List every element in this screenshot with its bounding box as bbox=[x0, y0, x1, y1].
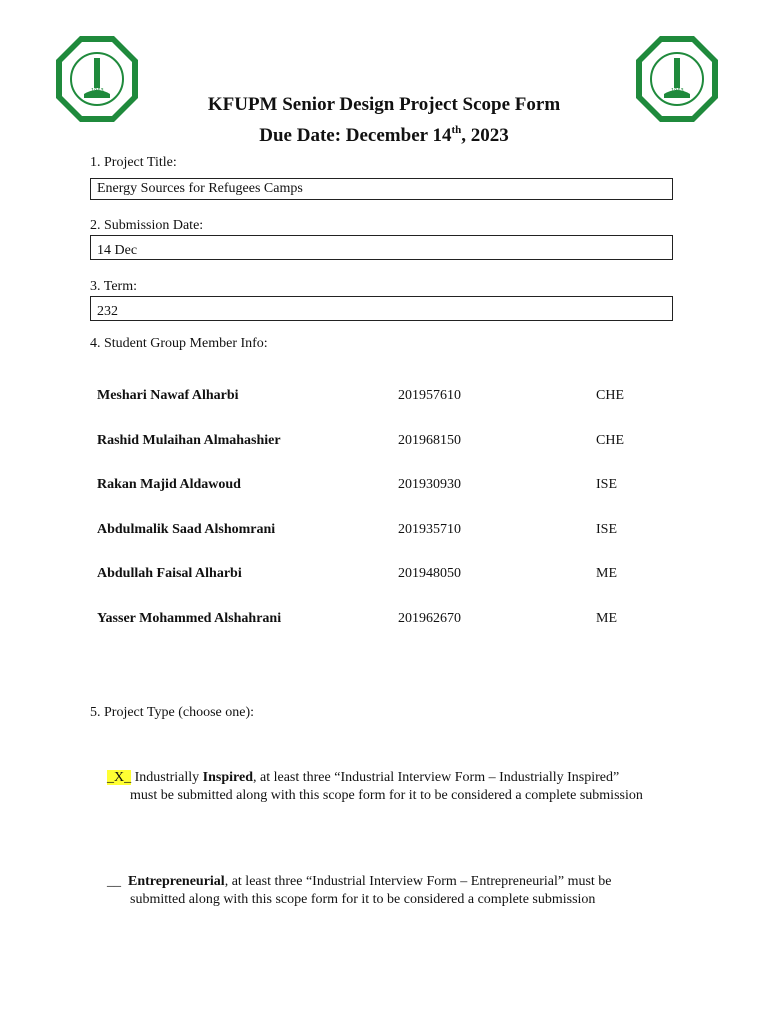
option1-line2: must be submitted along with this scope form for it to be considered a complete submission bbox=[130, 788, 643, 803]
member-major: ISE bbox=[596, 521, 617, 537]
option2-mark[interactable]: __ bbox=[107, 874, 121, 889]
due-date-prefix: Due Date: December 14 bbox=[259, 125, 452, 146]
project-title-field[interactable]: Energy Sources for Refugees Camps bbox=[90, 178, 673, 200]
option1-pre: Industrially bbox=[131, 770, 203, 785]
form-title: KFUPM Senior Design Project Scope Form bbox=[207, 94, 561, 115]
member-major: CHE bbox=[596, 432, 624, 448]
member-row bbox=[0, 477, 768, 497]
option-industrially-inspired[interactable] bbox=[107, 769, 678, 805]
due-date-suffix: , 2023 bbox=[461, 125, 509, 146]
member-major: ME bbox=[596, 611, 617, 626]
due-date-sup: th bbox=[451, 124, 462, 136]
project-type-label: 5. Project Type (choose one): bbox=[90, 705, 254, 720]
member-name: Rashid Mulaihan Almahashier bbox=[97, 432, 281, 448]
option1-line1: , at least three “Industrial Interview Form – Industrially Inspired” bbox=[253, 770, 620, 785]
member-name: Abdullah Faisal Alharbi bbox=[97, 566, 242, 582]
option-entrepreneurial[interactable] bbox=[107, 873, 678, 909]
member-id: 201962670 bbox=[398, 611, 461, 626]
member-id: 201957610 bbox=[398, 388, 461, 403]
member-name: Rakan Majid Aldawoud bbox=[97, 477, 241, 493]
member-row bbox=[0, 388, 768, 408]
submission-date-field[interactable]: 14 Dec bbox=[90, 235, 673, 260]
member-row bbox=[0, 611, 768, 631]
seal-year: 1963 bbox=[91, 88, 104, 94]
member-major: ISE bbox=[596, 477, 617, 493]
member-row bbox=[0, 433, 768, 453]
project-title-label: 1. Project Title: bbox=[90, 155, 177, 170]
option1-mark[interactable]: _X_ bbox=[107, 770, 132, 785]
option2-line2: submitted along with this scope form for it to be considered a complete submission bbox=[130, 892, 596, 907]
member-id: 201935710 bbox=[398, 521, 461, 537]
member-id: 201968150 bbox=[398, 432, 461, 448]
members-label: 4. Student Group Member Info: bbox=[90, 336, 268, 351]
option2-line1: , at least three “Industrial Interview Form – Entrepreneurial” must be bbox=[224, 874, 612, 889]
member-row bbox=[0, 522, 768, 542]
option1-bold: Inspired bbox=[202, 770, 253, 785]
submission-date-label: 2. Submission Date: bbox=[90, 218, 204, 233]
seal-year: 1963 bbox=[671, 88, 684, 94]
member-major: CHE bbox=[596, 388, 624, 403]
option2-bold: Entrepreneurial bbox=[128, 874, 225, 889]
member-id: 201930930 bbox=[398, 477, 461, 493]
member-id: 201948050 bbox=[398, 566, 461, 582]
member-name: Meshari Nawaf Alharbi bbox=[97, 388, 239, 403]
due-date bbox=[0, 125, 768, 147]
member-row bbox=[0, 566, 768, 586]
term-field[interactable]: 232 bbox=[90, 296, 673, 321]
member-major: ME bbox=[596, 566, 617, 582]
term-label: 3. Term: bbox=[90, 279, 137, 294]
member-name: Yasser Mohammed Alshahrani bbox=[97, 611, 282, 626]
member-name: Abdulmalik Saad Alshomrani bbox=[97, 521, 276, 537]
